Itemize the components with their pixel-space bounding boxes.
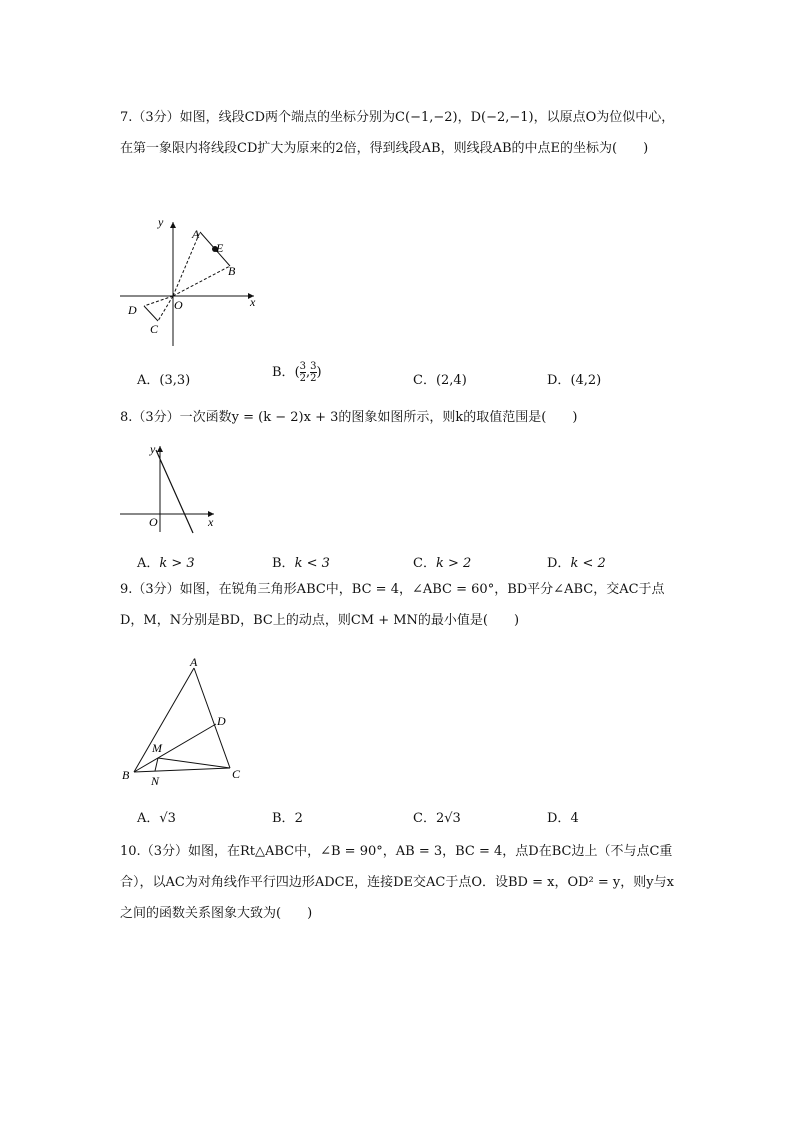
question-number: 10.: [120, 844, 141, 859]
label-y: y: [158, 215, 164, 229]
figure-q8-linear-function: [118, 438, 228, 536]
figure-q9-triangle: [118, 652, 258, 792]
question-body: （3分）如图，在Rt△ABC中，∠B = 90°，AB = 3，BC = 4，点D在BC边上（不与点C重合），以AC为对角线作平行四边形ADCE，连接DE交AC于点O．设BD = x，OD² = y，则y与x之间的函数关系图象大致为( ): [120, 844, 674, 921]
label-x: x: [208, 515, 214, 529]
question-10-text: [120, 836, 680, 929]
label-O: O: [174, 298, 183, 312]
q7-option-a[interactable]: A．(3,3): [137, 373, 191, 388]
q7-option-c[interactable]: C．(2,4): [413, 373, 467, 388]
figure-q7-coordinate: [118, 210, 268, 350]
q8-option-b[interactable]: B．k < 3: [272, 556, 330, 571]
label-B: B: [228, 264, 236, 278]
question-number: 9.: [120, 582, 133, 597]
question-9-text: [120, 574, 680, 636]
q7-option-b[interactable]: B．( $\frac{3}{2}$ , $\frac{3}{2}$ ): [272, 361, 322, 384]
label-M: M: [152, 741, 162, 755]
q8-option-c[interactable]: C．k > 2: [413, 556, 472, 571]
q9-option-a[interactable]: A．√3: [137, 811, 176, 826]
label-y: y: [150, 442, 156, 456]
label-O: O: [149, 515, 158, 529]
question-number: 8.: [120, 410, 133, 425]
question-7-text: [120, 102, 680, 164]
q7-option-d[interactable]: D．(4,2): [547, 373, 602, 388]
label-B: B: [122, 768, 130, 782]
label-C: C: [150, 322, 159, 336]
label-D: D: [128, 303, 137, 317]
label-x: x: [250, 295, 256, 309]
q8-option-d[interactable]: D．k < 2: [547, 556, 606, 571]
q9-option-b[interactable]: B．2: [272, 811, 303, 826]
label-A: A: [192, 227, 200, 241]
q9-option-d[interactable]: D．4: [547, 811, 579, 826]
question-body: （3分）一次函数y = (k − 2)x + 3的图象如图所示，则k的取值范围是( ): [132, 410, 578, 425]
q8-option-a[interactable]: A．k > 3: [137, 556, 195, 571]
question-body: （3分）如图，线段CD两个端点的坐标分别为C(−1,−2)，D(−2,−1)，以原点O为位似中心，在第一象限内将线段CD扩大为原来的2倍，得到线段AB，则线段AB的中点E的坐标为( ): [120, 110, 675, 156]
label-C: C: [232, 767, 241, 781]
question-number: 7.: [120, 110, 133, 125]
question-body: （3分）如图，在锐角三角形ABC中，BC = 4，∠ABC = 60°，BD平分∠ABC，交AC于点D，M，N分别是BD，BC上的动点，则CM + MN的最小值是( ): [120, 582, 665, 628]
q9-option-c[interactable]: C．2√3: [413, 811, 461, 826]
label-N: N: [151, 774, 160, 788]
label-A: A: [190, 655, 198, 669]
label-D: D: [217, 714, 226, 728]
question-8-text: [120, 402, 680, 433]
label-E: E: [216, 241, 224, 255]
